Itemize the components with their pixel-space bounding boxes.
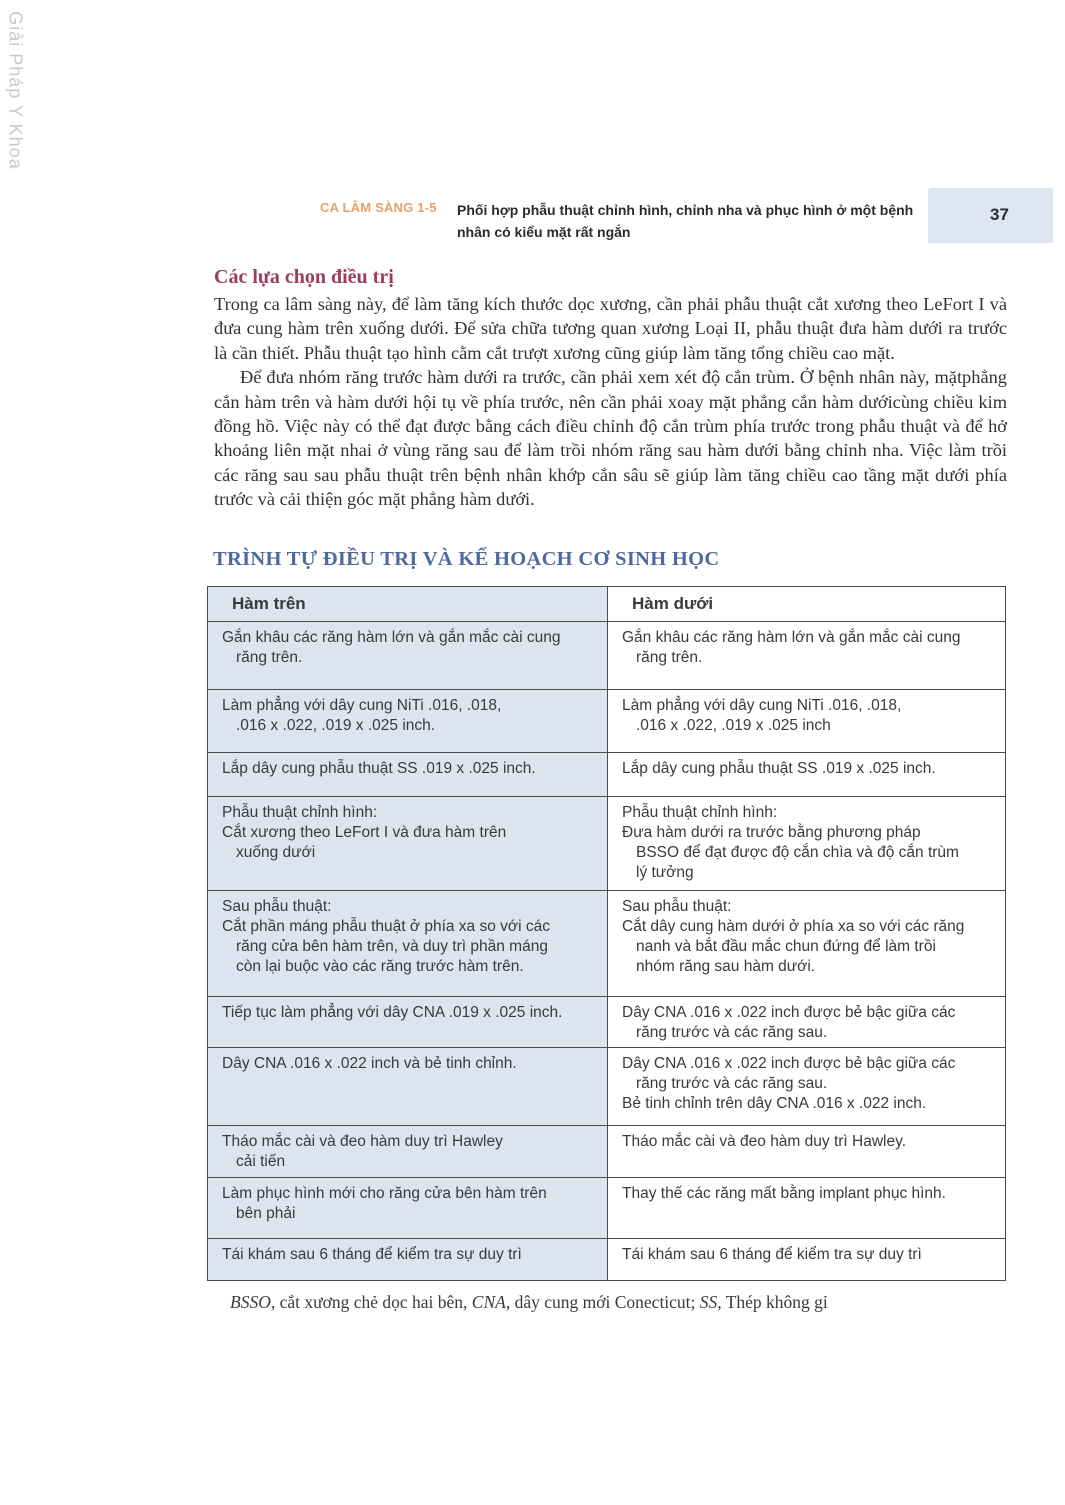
cell-text-line: Sau phẫu thuật: — [622, 898, 732, 915]
cell-lower-jaw — [608, 1178, 1006, 1239]
section-title: Các lựa chọn điều trị — [214, 266, 394, 288]
cell-text-line: Cắt dây cung hàm dưới ở phía xa so với các răng — [622, 918, 965, 935]
cell-text-line: Đưa hàm dưới ra trước bằng phương pháp — [622, 824, 921, 841]
footnote-term-ss: SS, — [699, 1292, 722, 1312]
case-label: CA LÂM SÀNG 1-5 — [320, 200, 437, 215]
cell-text-line: Lắp dây cung phẫu thuật SS .019 x .025 inch. — [622, 760, 936, 777]
cell-text-line: .016 x .022, .019 x .025 inch. — [236, 717, 436, 734]
cell-text-line: răng trước và các răng sau. — [636, 1024, 828, 1041]
cell-lower-jaw — [608, 891, 1006, 997]
footnote-term-cna: CNA, — [471, 1292, 511, 1312]
cell-text-line: răng trước và các răng sau. — [636, 1075, 828, 1092]
cell-lower-jaw — [608, 997, 1006, 1048]
cell-upper-jaw — [208, 1126, 608, 1178]
cell-text-line: Tái khám sau 6 tháng để kiểm tra sự duy trì — [622, 1246, 922, 1263]
table-row — [208, 1178, 1006, 1239]
footnote-def-cna: dây cung mới Conecticut; — [510, 1292, 700, 1312]
cell-text-line: Tháo mắc cài và đeo hàm duy trì Hawley. — [622, 1133, 907, 1150]
cell-text-line: Cắt phần máng phẫu thuật ở phía xa so với các — [222, 918, 550, 935]
cell-text-line: .016 x .022, .019 x .025 inch — [636, 717, 831, 734]
header-upper-jaw: Hàm trên — [208, 587, 608, 622]
cell-lower-jaw — [608, 753, 1006, 797]
cell-lower-jaw — [608, 797, 1006, 891]
cell-lower-jaw — [608, 1126, 1006, 1178]
cell-upper-jaw — [208, 1178, 608, 1239]
cell-text-line: Bẻ tinh chỉnh trên dây CNA .016 x .022 inch. — [622, 1095, 927, 1112]
page-number: 37 — [990, 205, 1009, 224]
body-text — [214, 292, 1007, 512]
cell-text-line: Sau phẫu thuật: — [222, 898, 332, 915]
cell-upper-jaw — [208, 997, 608, 1048]
cell-text-line: Tháo mắc cài và đeo hàm duy trì Hawley — [222, 1133, 503, 1150]
cell-text-line: Làm phẳng với dây cung NiTi .016, .018, — [622, 697, 902, 714]
cell-upper-jaw — [208, 690, 608, 753]
table-row — [208, 690, 1006, 753]
cell-text-line: Cắt xương theo LeFort I và đưa hàm trên — [222, 824, 507, 841]
table-title: TRÌNH TỰ ĐIỀU TRỊ VÀ KẾ HOẠCH CƠ SINH HỌC — [213, 548, 720, 570]
paragraph-2: Để đưa nhóm răng trước hàm dưới ra trước, cần phải xem xét độ cắn trùm. Ở bệnh nhân này, mặtphẳng cắn hàm trên và hàm dưới hội tụ về phía trước, nên cần phải xoay mặt phẳng cắn hàm dướicùng chiều kim đồng hồ. Việc này có thể đạt được bằng cách điều chỉnh độ cắn trùm phía trước trong phẫu thuật và để hở khoảng liên mặt nhai ở vùng răng sau để làm trồi nhóm răng sau hàm dưới bằng chỉnh nha. Việc làm trồi các răng sau sau phẫu thuật trên bệnh nhân khớp cắn sâu sẽ giúp làm tăng chiều cao tầng mặt dưới phía trước và cải thiện góc mặt phẳng hàm dưới. — [214, 367, 1007, 510]
cell-text-line: nhóm răng sau hàm dưới. — [636, 958, 816, 975]
cell-text-line: lý tưởng — [636, 864, 694, 881]
case-title: Phối hợp phẫu thuật chỉnh hình, chỉnh nha và phục hình ở một bệnh nhân có kiểu mặt rất ngắn — [457, 202, 914, 240]
cell-lower-jaw — [608, 690, 1006, 753]
cell-text-line: răng trên. — [236, 649, 303, 666]
cell-upper-jaw — [208, 1048, 608, 1126]
cell-lower-jaw — [608, 1048, 1006, 1126]
table-row — [208, 753, 1006, 797]
cell-text-line: Tái khám sau 6 tháng để kiểm tra sự duy trì — [222, 1246, 522, 1263]
footnote — [230, 1292, 828, 1313]
cell-text-line: Dây CNA .016 x .022 inch được bẻ bậc giữa các — [622, 1055, 956, 1072]
cell-text-line: Phẫu thuật chỉnh hình: — [622, 804, 778, 821]
cell-upper-jaw — [208, 1239, 608, 1281]
cell-text-line: xuống dưới — [236, 844, 316, 861]
cell-text-line: Làm phục hình mới cho răng cửa bên hàm trên — [222, 1185, 547, 1202]
footnote-def-bsso: cắt xương chẻ dọc hai bên, — [275, 1292, 472, 1312]
cell-text-line: Làm phẳng với dây cung NiTi .016, .018, — [222, 697, 502, 714]
cell-text-line: Dây CNA .016 x .022 inch được bẻ bậc giữa các — [622, 1004, 956, 1021]
cell-text-line: Gắn khâu các răng hàm lớn và gắn mắc cài cung — [222, 629, 561, 646]
table-row — [208, 891, 1006, 997]
cell-text-line: còn lại buộc vào các răng trước hàm trên. — [236, 958, 524, 975]
footnote-def-ss: Thép không gỉ — [721, 1292, 828, 1312]
table-header-row — [208, 587, 1006, 622]
cell-upper-jaw — [208, 797, 608, 891]
cell-text-line: Phẫu thuật chỉnh hình: — [222, 804, 378, 821]
table-row — [208, 1239, 1006, 1281]
header-lower-jaw: Hàm dưới — [608, 587, 1006, 622]
table-row — [208, 997, 1006, 1048]
cell-text-line: nanh và bắt đầu mắc chun đứng để làm trồi — [636, 938, 936, 955]
table-row — [208, 797, 1006, 891]
cell-text-line: Lắp dây cung phẫu thuật SS .019 x .025 inch. — [222, 760, 536, 777]
cell-lower-jaw — [608, 622, 1006, 690]
cell-text-line: bên phải — [236, 1205, 296, 1222]
table-body — [208, 622, 1006, 1281]
treatment-table — [207, 586, 1006, 1281]
cell-text-line: cải tiến — [236, 1153, 286, 1170]
watermark-text: Giải Pháp Y Khoa — [5, 11, 26, 170]
table-row — [208, 622, 1006, 690]
footnote-term-bsso: BSSO, — [230, 1292, 276, 1312]
cell-text-line: răng trên. — [636, 649, 703, 666]
cell-text-line: Tiếp tục làm phẳng với dây CNA .019 x .025 inch. — [222, 1004, 563, 1021]
cell-text-line: Gắn khâu các răng hàm lớn và gắn mắc cài cung — [622, 629, 961, 646]
cell-text-line: Dây CNA .016 x .022 inch và bẻ tinh chỉnh. — [222, 1055, 517, 1072]
cell-upper-jaw — [208, 753, 608, 797]
paragraph-1: Trong ca lâm sàng này, để làm tăng kích thước dọc xương, cần phải phẫu thuật cắt xương theo LeFort I và đưa cung hàm trên xuống dưới. Để sửa chữa tương quan xương Loại II, phẫu thuật đưa hàm dưới ra trước là cần thiết. Phẫu thuật tạo hình cằm cắt trượt xương cũng giúp làm tăng tổng chiều cao mặt. — [214, 294, 1007, 363]
cell-text-line: răng cửa bên hàm trên, và duy trì phần máng — [236, 938, 548, 955]
table-row — [208, 1126, 1006, 1178]
cell-upper-jaw — [208, 622, 608, 690]
cell-upper-jaw — [208, 891, 608, 997]
cell-text-line: BSSO để đạt được độ cắn chìa và độ cắn trùm — [636, 844, 959, 861]
table-row — [208, 1048, 1006, 1126]
cell-text-line: Thay thế các răng mất bằng implant phục hình. — [622, 1185, 946, 1202]
cell-lower-jaw — [608, 1239, 1006, 1281]
